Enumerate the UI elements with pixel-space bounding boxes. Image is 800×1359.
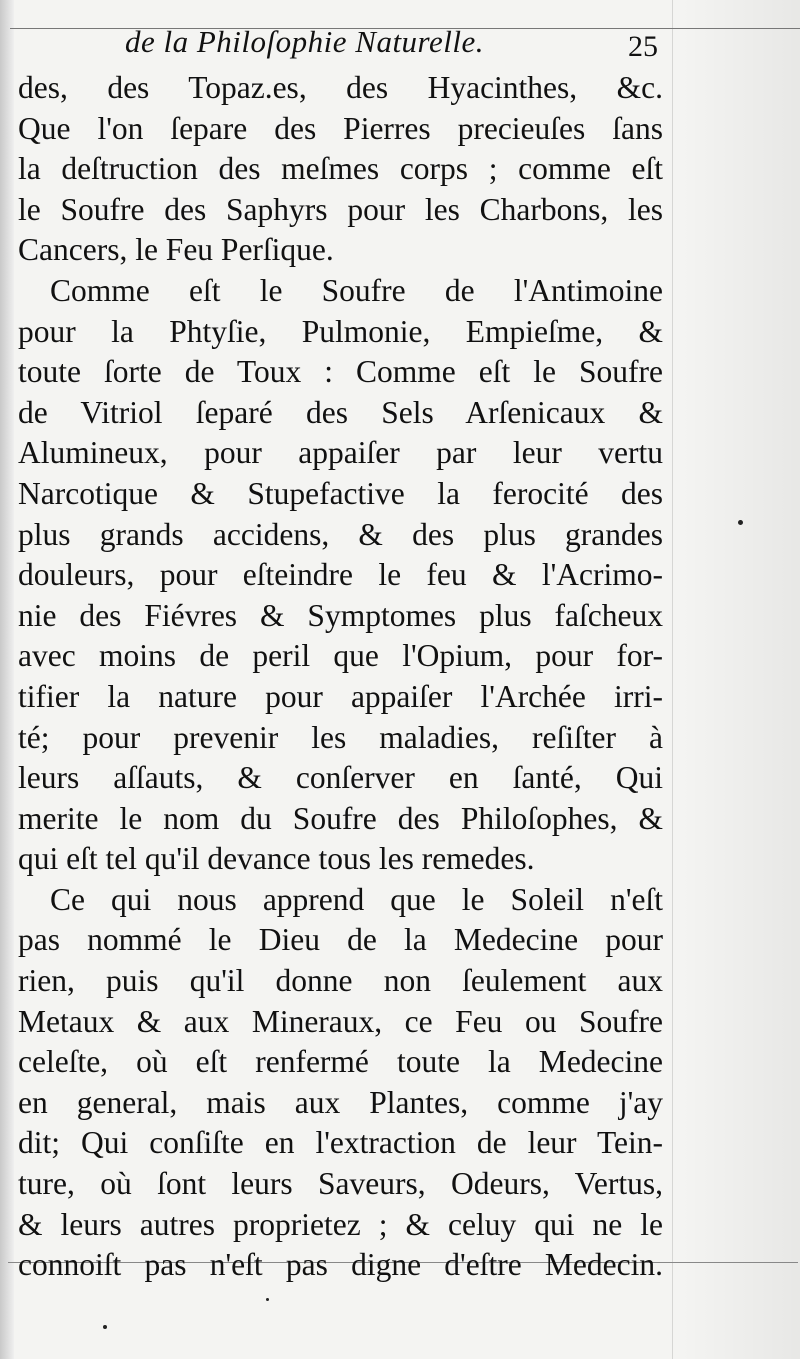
text-line: merite le nom du Soufre des Philoſophes, & bbox=[18, 800, 663, 836]
text-line: tifier la nature pour appaiſer l'Archée irri- bbox=[18, 678, 663, 714]
text-line: Cancers, le Feu Perſique. bbox=[18, 232, 334, 268]
text-line: Narcotique & Stupefactive la ferocité des bbox=[18, 475, 663, 511]
text-line: de Vitriol ſeparé des Sels Arſenicaux & bbox=[18, 394, 663, 430]
running-head: de la Philoſophie Naturelle. bbox=[125, 24, 484, 59]
text-line: Comme eſt le Soufre de l'Antimoine bbox=[50, 272, 663, 308]
text-line: qui eſt tel qu'il devance tous les remedes. bbox=[18, 841, 535, 877]
text-line: la deſtruction des meſmes corps ; comme eſt bbox=[18, 151, 663, 187]
text-line: avec moins de peril que l'Opium, pour for- bbox=[18, 638, 663, 674]
text-line: Metaux & aux Mineraux, ce Feu ou Soufre bbox=[18, 1003, 663, 1039]
text-line: Alumineux, pour appaiſer par leur vertu bbox=[18, 435, 663, 471]
text-line: Ce qui nous apprend que le Soleil n'eſt bbox=[50, 881, 663, 917]
text-line: leurs aſſauts, & conſerver en ſanté, Qui bbox=[18, 760, 663, 796]
text-line: le Soufre des Saphyrs pour les Charbons, les bbox=[18, 191, 663, 227]
text-line: en general, mais aux Plantes, comme j'ay bbox=[18, 1084, 663, 1120]
text-line: toute ſorte de Toux : Comme eſt le Soufre bbox=[18, 354, 663, 390]
text-line: rien, puis qu'il donne non ſeulement aux bbox=[18, 963, 663, 999]
text-line: pas nommé le Dieu de la Medecine pour bbox=[18, 922, 663, 958]
page-number: 25 bbox=[628, 30, 658, 63]
text-line: & leurs autres proprietez ; & celuy qui ne le bbox=[18, 1206, 663, 1242]
text-line: nie des Fiévres & Symptomes plus faſcheux bbox=[18, 597, 663, 633]
paper-fold-line bbox=[672, 0, 673, 1359]
text-line: pour la Phtyſie, Pulmonie, Empieſme, & bbox=[18, 313, 663, 349]
text-line: celeſte, où eſt renfermé toute la Medecine bbox=[18, 1044, 663, 1080]
page-edge-shade bbox=[680, 0, 800, 1359]
text-line: Que l'on ſepare des Pierres precieuſes ſans bbox=[18, 110, 663, 146]
text-line: té; pour prevenir les maladies, reſiſter à bbox=[18, 719, 663, 755]
paper-speck bbox=[266, 1298, 269, 1301]
text-line: plus grands accidens, & des plus grandes bbox=[18, 516, 663, 552]
text-line: douleurs, pour eſteindre le feu & l'Acrimo- bbox=[18, 557, 663, 593]
text-line: ture, où ſont leurs Saveurs, Odeurs, Vertus, bbox=[18, 1166, 663, 1202]
paper-speck bbox=[103, 1325, 107, 1329]
paper-speck bbox=[738, 520, 743, 525]
page-gutter-shadow bbox=[0, 0, 14, 1359]
text-line: des, des Topaz.es, des Hyacinthes, &c. bbox=[18, 70, 663, 105]
text-line: dit; Qui conſiſte en l'extraction de leur Tein- bbox=[18, 1125, 663, 1161]
text-line: connoiſt pas n'eſt pas digne d'eſtre Medecin. bbox=[18, 1247, 663, 1283]
body-text bbox=[18, 68, 663, 1286]
